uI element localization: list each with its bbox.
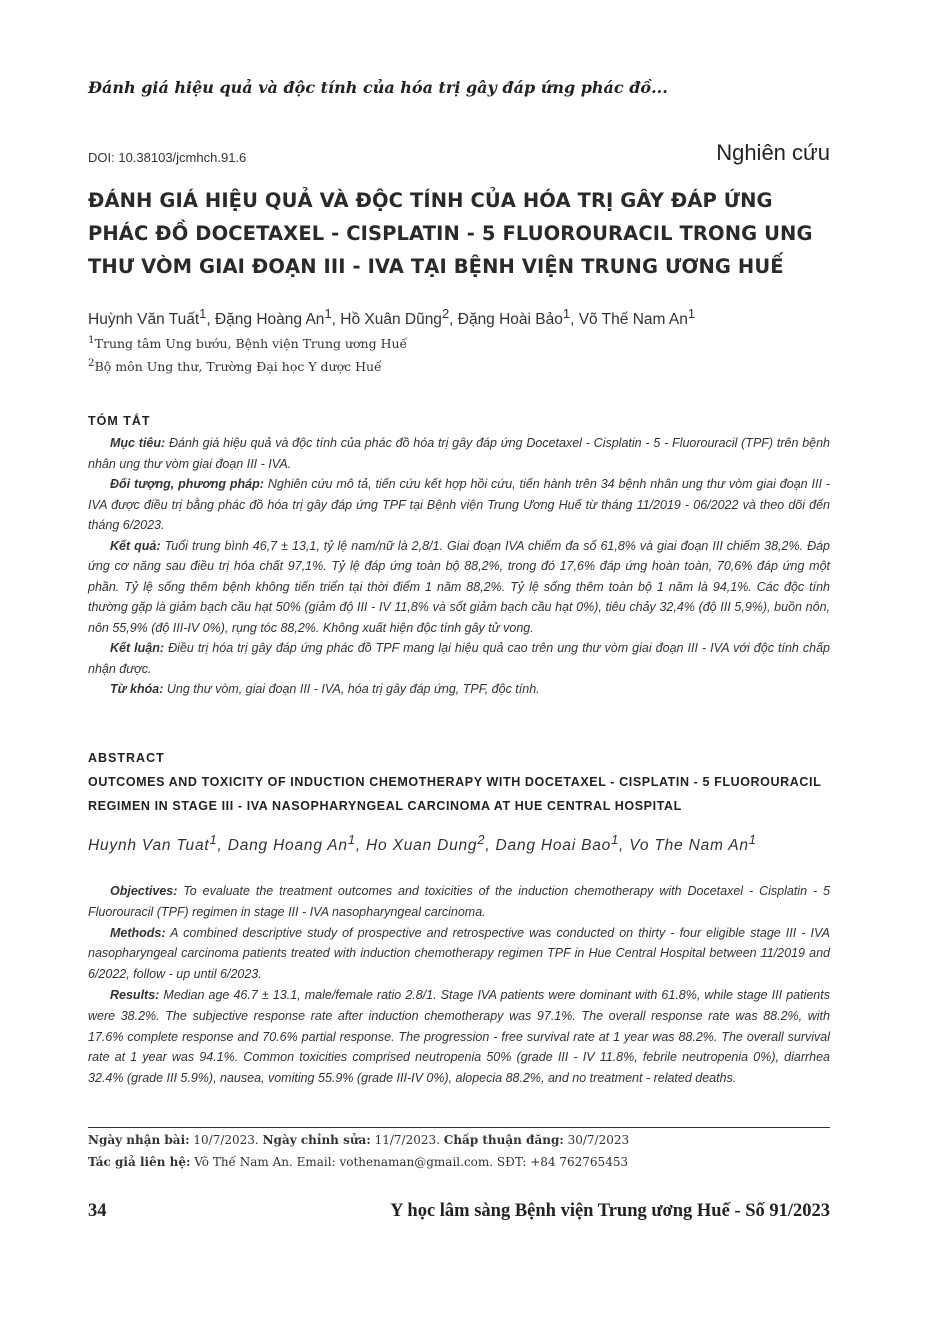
abstract-heading: ABSTRACT	[88, 751, 165, 765]
author: Dang Hoang An$^1$	[227, 832, 356, 855]
corresponding-author-note: Tác giả liên hệ: Võ Thế Nam An. Email: vothenaman@gmail.com. SĐT: +84 762765453	[88, 1155, 629, 1169]
author: Ho Xuan Dung$^2$	[366, 832, 486, 855]
authors-en: Huynh Van Tuat$^1$, Dang Hoang An$^1$, Ho Xuan Dung$^2$, Dang Hoai Bao$^1$, Vo The Nam An$^1$	[88, 832, 757, 855]
running-head: Đánh giá hiệu quả và độc tính của hóa trị gây đáp ứng phác đồ...	[88, 78, 668, 97]
author: Đặng Hoài Bảo$^1$	[457, 306, 571, 329]
abstract-paragraph: Results: Median age 46.7 ± 13.1, male/female ratio 2.8/1. Stage IVA patients were dominant with 61.8%, while stage III patients were 38.2%. The subjective response rate after induction chemotherapy was 97.1%. The overall response rate was 88.2%, with 17.6% complete response and 70.6% partial response. The progression - free survival rate at 1 year was 88.2%. The overall survival rate at 1 year was 94.1%. Common toxicities comprised neutropenia 50% (grade III - IV 11.8%, febrile neutropenia 0%), diarrhea 32.4% (grade III 5.9%), nausea, vomiting 55.9% (grade III-IV 0%), alopecia 88.2%, and no treatment - related deaths.	[88, 987, 830, 1086]
tomtat-body	[88, 433, 830, 700]
tomtat-paragraph: Đối tượng, phương pháp: Nghiên cứu mô tả, tiến cứu kết hợp hồi cứu, tiến hành trên 34 bệnh nhân ung thư vòm giai đoạn III - IVA được điều trị bằng phác đồ hóa trị gây đáp ứng TPF tại Bệnh viện Trung Ương Huế từ tháng 11/2019 - 06/2022 và theo dõi đến tháng 6/2023.	[88, 477, 830, 532]
tomtat-paragraph: Từ khóa: Ung thư vòm, giai đoạn III - IVA, hóa trị gây đáp ứng, TPF, độc tính.	[110, 682, 540, 696]
section-label: Nghiên cứu	[716, 140, 830, 165]
author: Vo The Nam An$^1$	[629, 832, 757, 855]
author: Đặng Hoàng An$^1$	[214, 306, 332, 329]
article-title-vi: ĐÁNH GIÁ HIỆU QUẢ VÀ ĐỘC TÍNH CỦA HÓA TRỊ GÂY ĐÁP ỨNG PHÁC ĐỒ DOCETAXEL - CISPLATIN - 5 FLUOROURACIL TRONG UNG THƯ VÒM GIAI ĐOẠN III - IVA TẠI BỆNH VIỆN TRUNG ƯƠNG HUẾ	[88, 189, 813, 278]
tomtat-heading: TÓM TẮT	[88, 414, 151, 428]
tomtat-paragraph: Kết luận: Điều trị hóa trị gây đáp ứng phác đồ TPF mang lại hiệu quả cao trên ung thư vòm giai đoạn III - IVA với độc tính chấp nhận được.	[88, 641, 830, 676]
abstract-paragraph: Objectives: To evaluate the treatment outcomes and toxicities of the induction chemotherapy with Docetaxel - Cisplatin - 5 Fluorouracil (TPF) regimen in stage III - IVA nasopharyngeal carcinoma.	[88, 884, 830, 919]
footnote-divider	[88, 1127, 830, 1128]
dates-note: Ngày nhận bài: 10/7/2023. Ngày chỉnh sửa: 11/7/2023. Chấp thuận đăng: 30/7/2023	[88, 1133, 630, 1147]
tomtat-paragraph: Kết quả: Tuổi trung bình 46,7 ± 13,1, tỷ lệ nam/nữ là 2,8/1. Giai đoạn IVA chiếm đa số 61,8% và giai đoạn III chiếm 38,2%. Đáp ứng cơ năng sau điều trị hóa chất 97,1%. Tỷ lệ đáp ứng toàn bộ 88,2%, trong đó 17,6% đáp ứng hoàn toàn, 70,6% đáp ứng một phần. Tỷ lệ sống thêm bệnh không tiến triển tại thời điểm 1 năm 88,2%. Tỷ lệ sống thêm toàn bộ 1 năm là 94,1%. Các độc tính thường gặp là giảm bạch cầu hạt 50% (giảm độ III - IV 11,8% và sốt giảm bạch cầu hạt 0%), tiêu chảy 32,4% (độ III 5,9%), buồn nôn, nôn 55,9% (độ III-IV 0%), rụng tóc 88,2%. Không xuất hiện độc tính gây tử vong.	[88, 538, 831, 635]
doi: DOI: 10.38103/jcmhch.91.6	[88, 150, 247, 165]
page-number: 34	[88, 1201, 107, 1221]
abstract-paragraph: Methods: A combined descriptive study of prospective and retrospective was conducted on thirty - four eligible stage III - IVA nasopharyngeal carcinoma patients treated with induction chemotherapy regimen TPF in Hue Central Hospital between 11/2019 and 6/2022, follow - up until 6/2023.	[88, 925, 830, 982]
abstract-body	[88, 881, 830, 1089]
journal-name: Y học lâm sàng Bệnh viện Trung ương Huế - Số 91/2023	[390, 1201, 830, 1221]
author: Hồ Xuân Dũng$^2$	[340, 306, 450, 329]
tomtat-paragraph: Mục tiêu: Đánh giá hiệu quả và độc tính của phác đồ hóa trị gây đáp ứng Docetaxel - Cisplatin - 5 - Fluorouracil (TPF) trên bệnh nhân ung thư vòm giai đoạn III - IVA.	[88, 436, 831, 471]
author: Võ Thế Nam An$^1$	[578, 306, 696, 329]
affiliation-2: $^2$Bộ môn Ung thư, Trường Đại học Y dược Huế	[88, 357, 382, 375]
author: Dang Hoai Bao$^1$	[495, 832, 620, 855]
authors-vi: Huỳnh Văn Tuất$^1$, Đặng Hoàng An$^1$, Hồ Xuân Dũng$^2$, Đặng Hoài Bảo$^1$, Võ Thế Nam An$^1$	[88, 306, 696, 329]
author: Huỳnh Văn Tuất$^1$	[88, 306, 207, 329]
affiliation-1: $^1$Trung tâm Ung bướu, Bệnh viện Trung ương Huế	[88, 334, 408, 352]
article-title-en: OUTCOMES AND TOXICITY OF INDUCTION CHEMOTHERAPY WITH DOCETAXEL - CISPLATIN - 5 FLUOROURACIL REGIMEN IN STAGE III - IVA NASOPHARYNGEAL CARCINOMA AT HUE CENTRAL HOSPITAL	[88, 775, 822, 813]
author: Huynh Van Tuat$^1$	[88, 832, 218, 855]
